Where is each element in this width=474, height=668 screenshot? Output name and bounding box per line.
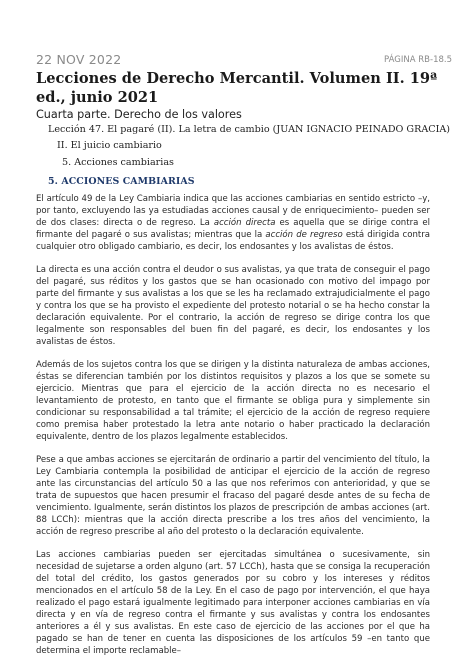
paragraph: Además de los sujetos contra los que se dirigen y la distinta naturaleza de ambas acciones, éstas se diferencian también por los distintos requisitos y plazos a los que se somete su ejercicio. Mientras que para el ejercicio de la acción directa no es necesario el levantamiento de protesto, en tanto que el firmante se obliga pura y simplemente sin condicionar su responsabilidad a tal trámite; el ejercicio de la acción de regreso requiere como premisa haber protestado la letra ante notario o haber practicado la declaración equivalente, dentro de los plazos legalmente establecidos. [36,359,430,443]
page-header [36,52,452,68]
paragraph-text: es aquella que se dirige contra el firmante del pagaré o sus avalistas; mientras que la [36,218,430,241]
section-heading: 5. ACCIONES CAMBIARIAS [48,176,195,187]
header-date: 22 NOV 2022 [36,52,122,67]
part-title: Cuarta parte. Derecho de los valores [36,108,242,121]
emphasis-term: acción de regreso [265,230,343,241]
breadcrumb-lesson[interactable]: Lección 47. El pagaré (II). La letra de cambio (JUAN IGNACIO PEINADO GRACIA) [48,124,451,135]
paragraph: Pese a que ambas acciones se ejercitarán de ordinario a partir del vencimiento del título, la Ley Cambiaria contempla la posibilidad de anticipar el ejercicio de la acción de regreso ante las circunstancias del artículo 50 a las que nos referimos con anterioridad, y que se trata de supuestos que hacen presumir el fracaso del pagaré desde antes de su fecha de vencimiento. Igualmente, serán distintos los plazos de prescripción de ambas acciones (art. 88 LCCh): mientras que la acción directa prescribe a los tres años del vencimiento, la acción de regreso prescribe al año del protesto o la declaración equivalente. [36,454,430,537]
paragraph: Las acciones cambiarias pueden ser ejercitadas simultánea o sucesivamente, sin necesidad de sujetarse a orden alguno (art. 57 LCCh), hasta que se consiga la recuperación del total del crédito, los gastos generados por su cobro y los intereses y réditos mencionados en el artículo 58 de la Ley. En el caso de pago por intervención, el que haya realizado el pago estará igualmente legitimado para interponer acciones cambiarias en vía directa y en vía de regreso contra el firmante y sus avalistas y contra los endosantes anteriores a él y sus avalistas. En este caso de ejercicio de las acciones por el que ha pagado se han de tener en cuenta las disposiciones de los artículos 59 –en tanto que determina el importe reclamable– [36,549,430,656]
breadcrumb-section[interactable]: 5. Acciones cambiarias [62,157,174,168]
breadcrumb-chapter[interactable]: II. El juicio cambiario [57,140,162,151]
emphasis-term: acción directa [213,218,276,229]
document-body [36,193,430,668]
paragraph-text: está dirigida contra cualquier otro obligado cambiario, es decir, los endosantes y los avalistas de éstos. [36,230,430,253]
paragraph: La directa es una acción contra el deudor o sus avalistas, ya que trata de conseguir el pago del pagaré, sus réditos y los gastos que se han ocasionado con motivo del impago por parte del firmante y sus avalistas a los que se les ha reclamado extrajudicialmente el pago y contra los que se ha provisto el expediente del protesto notarial o se ha hecho constar la declaración equivalente. Por el contrario, la acción de regreso se dirige contra los que legalmente son responsables del buen fin del pagaré, es decir, los endosantes y los avalistas de éstos. [36,264,430,348]
book-title: Lecciones de Derecho Mercantil. Volumen II. 19ª ed., junio 2021 [36,70,438,106]
paragraph [36,193,430,253]
paragraph-text: El artículo 49 de la Ley Cambiaria indica que las acciones cambiarias en sentido estricto –y, por tanto, excluyendo las ya estudiadas acciones causal y de enriquecimiento– pueden ser de dos clases: directa o de regreso. La [36,194,430,229]
page-reference: PÁGINA RB-18.5 [384,55,452,65]
